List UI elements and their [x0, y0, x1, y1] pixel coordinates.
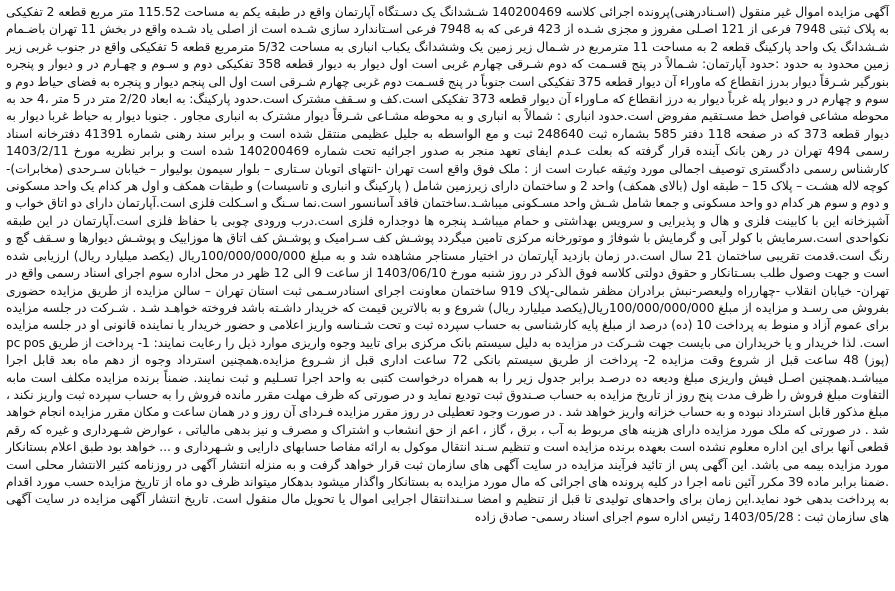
notice-body-text: آگهی مزایده اموال غیر منقول (اسـنادرهنی)پرونده اجرائی کلاسه 140200469 شـشدانگ یک دسـتگاه آپارتمان واقع در طبقه یکم به مساحت 115.52 متر مربع قطعه 2 تفکیکی به پلاک ثبتی 7948 فرعی از 121 اصـلی مفروز و مجزی شـده از 423 فرعی که به 7948 فرعی اسـتاندارد سازی شـده است از اصلی یاد شـده واقع در بخش 11 تهران باضـمام شـشدانگ یک واحد پارکینگ قطعه 2 به مساحت 11 مترمربع در شـمال زیر زمین یک وششدانگ یکباب انباری به مساحت 5/32 مترمربع قطعه 5 تفکیکی واقع در جنوب غربی زیر زمین محدود به حدود :حدود آپارتمان: شـمالاً در پنج قسـمت که دوم شـرقی چهارم غربی است اول دیوار به دیوار قطعه 358 تفکیکی دوم و سـوم و چهـارم در و دیوار و پنجره بنورگیر شـرقاً دیوار بدرز انقطاع که ماوراء آن دیوار قطعه 375 تفکیکی است جنوباً در پنج قسـمت دوم غربی چهارم شـرقی است اول الی پنجم دیوار و پنجره به فضای حیاط دوم و سوم و چهارم در و دیوار پله غرباً دیوار به درز انقطاع که مـاوراء آن دیوار قطعه 373 تفکیکی است.کف و سـقف مشترک است.حدود پارکینگ: به ابعاد 2/20 متر در 5 متر ،4 حد به محوطه مشاعی فواصل خط مسـتقیم مفروض است.حدود انباری : شمالاً به انباری و به محوطه مشـاعی شـرقاً دیوار مشترک به انباری مجاور . جنوبا دیوار به حیاط غربا دیوار به دیوار قطعه 373 که در صفحه 118 دفتر 585 بشماره ثبت 248640 ثبت و مع الواسطه به جلیل عظیمی منتقل شده است و برابر سند رهنی شماره 41391 دفترخانه اسناد رسمی 494 تهران در رهن بانک آینده قرار گرفته که بعلت عـدم ایفای تعهد منجر به صدور اجرائیه تحت شماره 140200469 شده است و برابر نظریه مورخ 1403/2/11 کارشناس رسمی دادگستری توصیف اجمالی مورد وثیقه عبارت است از : ملک فوق واقع است تهران -انتهای اتوبان سـتاری – بلوار سیمون بولیوار – خیابان سـرحدی (مخابرات)-کوچه لاله هشـت – پلاک 15 – طبقه اول (بالای همکف) واحد 2 و ساختمان دارای زیرزمین شامل ( پارکینگ و انباری و تاسیسات) و طبقات همکف و اول هر کدام یک واحد مسکونی و دوم و سوم هر کدام دو واحد مسکونی و جمعا شامل شـش واحد مسـکونی میباشـد.ساختمان فاقد آسانسور است.نما سـنگ و اسـکلت فلزی است.آپارتمان دارای دو اتاق خواب و آشپزخانه این با کابینت فلزی و هال و پذیرایی و سرویس بهداشتی و حمام میباشـد پنجره ها دوجداره فلزی است.درب ورودی چوبی با حفاظ فلزی است.آپارتمان در این طبقه نکواحدی است.سرمایش با کولر آبی و گرمایش با شوفاژ و موتورخانه مرکزی تامین میگردد پوشـش کف سـرامیک و پوشـش کف اتاق ها موزاییک و پوشـش دیوارها و سـقف گچ و رنگ است.قدمت تقریبی ساختمان 21 سال است.در زمان بازدید آپارتمان در اختیار مستاجر مشاهده شد و به مبلغ 100/000/000/000ریال (یکصد میلیارد ریال) ارزیابی شده است و جهت وصول طلب بسـتانکار و حقوق دولتی کلاسه فوق الذکر در روز شنبه مورخ 1403/06/10 از ساعت 9 الی 12 ظهر در محل اداره سوم اجرای اسناد رسمی واقع در تهران- خیابان انقلاب -چهارراه ولیعصر-نبش برادران مظفر شمالی-پلاک 919 ساختمان معاونت اجرای اسنادرسـمی ثبت استان تهران – سالن مزایده از طریق مزایده حضوری بفروش می رسـد و مزایده از مبلغ 100/000/000/000ریال(یکصد میلیارد ریال) شروع و به بالاترین قیمت که خریدار داشـته باشد فروخته خواهـد شـد . شـرکت در جلسه مزایده برای عموم آزاد و منوط به پرداخت 10 (ده) درصد از مبلغ پایه کارشناسی به حساب سپرده ثبت و تحت شـناسه واریز اعلامی و حضور خریدار یا نماینده قانونی او در جلسه مزایده است. لذا خریدار و یا خریداران می بایست جهت شـرکت در مزایده به دلیل سیستم بانک مرکزی برای تایید وجوه واریزی موارد ذیل را رعایت نمایند: 1- پرداخت از طریق pc pos (پوز) 48 ساعت قبل از شروع وقت مزایده 2- پرداخت از طریق سیستم بانکی 72 ساعت اداری قبل از شـروع مزایده.همچنین استرداد وجوه از دهم ماه بعد قابل اجرا میباشـد.همچنین اصـل فیش واریزی مبلغ ودیعه ده درصـد برابر جدول زیر را به همراه درخواست کتبی به واحد اجرا تسـلیم و ثبت نمایند. ضمناً برنده مزایده مکلف است مابه التفاوت مبلغ فروش را ظرف مدت پنج روز از تاریخ مزایده به حساب صـندوق ثبت تودیع نماید و در صورتی که ظرف مهلت مقرر مانده فروش را به حساب سپرده ثبت واریز نکند ، مبلغ مذکور قابل استرداد نبوده و به حساب خزانه واریز خواهد شد . در صورت وجود تعطیلی در روز مقرر مزایده فـردای آن روز و در همان ساعت و مکان مقرر مزایده انجام خواهد شد . در صورتی که ملک مورد مزایده دارای هزینه های مربوط به آب ، برق ، گاز ، اعم از حق انشعاب و اشتراک و مصرف و نیز بدهی مالیاتی ، عوارض شـهرداری و غیره که رقم قطعی آنها برای این اداره معلوم نشده است بعهده برنده مزایده است و تنظیم سـند انتقال موکول به ارائه مفاصا حسابهای دارایی و شـهرداری و ... خواهد بود طبق اعلام بستانکار مورد مزایده بیمه می باشد. این آگهی پس از تائید فرآیند مزایده در سایت آگهی های سازمان ثبت قرار خواهد گرفت و به منزله انتشار آگهی در روزنامه کثیر الانتشار محلی است .ضمنا برابر ماده 39 مکرر آئین نامه اجرا در کلیه پرونده های اجرائی که مال مورد مزایده به بستانکار واگذار میشود بدهکار میتواند ظرف دو ماه از تاریخ مزایده حسب مورد اقدام به پرداخت بدهی خود نماید.این زمان برای واحدهای تولیدی تا قبل از تنظیم و امضا سـندانتقال اجرایی اموال یا تحویل مال منقول است. تاریخ انتشار آگهی مزایده در سایت آگهی های سازمان ثبت : 1403/05/28 رئیس اداره سوم اجرای اسناد رسمی- صادق زاده [6, 5, 890, 524]
